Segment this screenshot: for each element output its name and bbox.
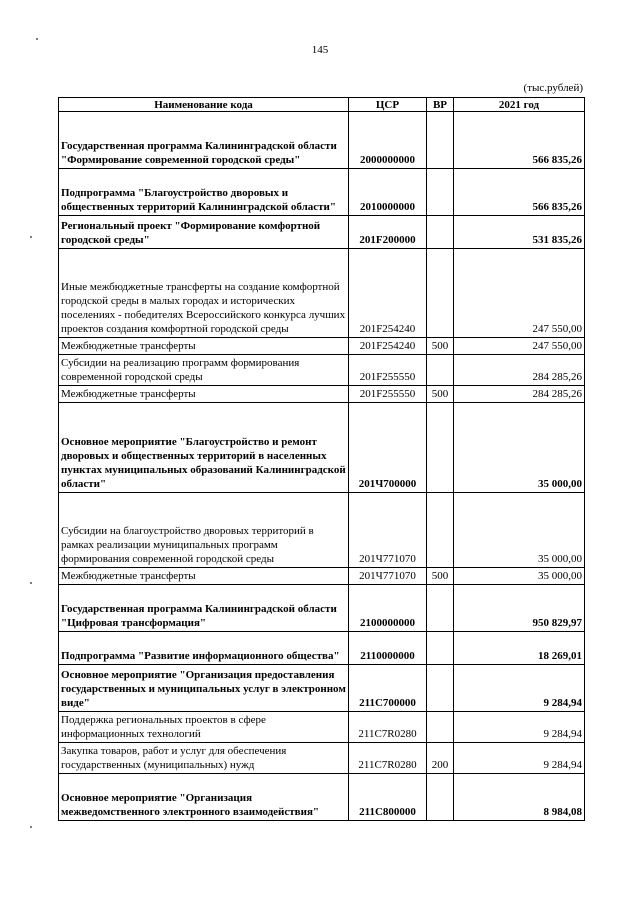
cell-sum: 18 269,01 (454, 632, 585, 665)
cell-name: Поддержка региональных проектов в сфере информационных технологий (59, 712, 349, 743)
table-row (59, 665, 585, 712)
cell-csr: 2010000000 (349, 169, 427, 216)
table-row (59, 632, 585, 665)
cell-name: Государственная программа Калининградской области "Формирование современной городской среды" (59, 112, 349, 169)
cell-csr: 2100000000 (349, 585, 427, 632)
cell-name: Основное мероприятие "Организация межведомственного электронного взаимодействия" (59, 774, 349, 821)
scan-dot (36, 38, 38, 40)
table-row (59, 338, 585, 355)
table-body (59, 112, 585, 821)
cell-sum: 284 285,26 (454, 386, 585, 403)
cell-csr: 211С7R0280 (349, 712, 427, 743)
cell-sum: 8 984,08 (454, 774, 585, 821)
cell-name: Межбюджетные трансферты (59, 386, 349, 403)
table-row (59, 169, 585, 216)
cell-vr (427, 355, 454, 386)
cell-sum: 566 835,26 (454, 112, 585, 169)
cell-csr: 201F255550 (349, 355, 427, 386)
page-number: 145 (311, 44, 329, 56)
cell-vr: 500 (427, 338, 454, 355)
column-header-sum: 2021 год (454, 98, 585, 112)
cell-name: Межбюджетные трансферты (59, 338, 349, 355)
scan-dot (30, 582, 32, 584)
table-row (59, 493, 585, 568)
cell-sum: 35 000,00 (454, 403, 585, 493)
cell-name: Иные межбюджетные трансферты на создание комфортной городской среды в малых городах и исторических поселениях - победителях Всероссийского конкурса лучших проектов создания комфортной городской среды (59, 249, 349, 338)
cell-vr (427, 249, 454, 338)
cell-name: Субсидии на реализацию программ формирования современной городской среды (59, 355, 349, 386)
cell-name: Подпрограмма "Развитие информационного общества" (59, 632, 349, 665)
column-header-name: Наименование кода (59, 98, 349, 112)
cell-name: Основное мероприятие "Благоустройство и ремонт дворовых и общественных территорий в населенных пунктах муниципальных образований Калининградской области" (59, 403, 349, 493)
cell-csr: 201F200000 (349, 216, 427, 249)
cell-sum: 35 000,00 (454, 568, 585, 585)
cell-vr (427, 632, 454, 665)
cell-vr (427, 169, 454, 216)
scan-dot (30, 826, 32, 828)
table-row (59, 249, 585, 338)
cell-name: Закупка товаров, работ и услуг для обеспечения государственных (муниципальных) нужд (59, 743, 349, 774)
cell-sum: 247 550,00 (454, 338, 585, 355)
cell-sum: 9 284,94 (454, 712, 585, 743)
table-row (59, 585, 585, 632)
cell-csr: 201F254240 (349, 249, 427, 338)
table-row (59, 216, 585, 249)
cell-vr (427, 585, 454, 632)
cell-vr (427, 216, 454, 249)
cell-vr (427, 712, 454, 743)
table-row (59, 568, 585, 585)
table-header-row (59, 98, 585, 112)
cell-vr (427, 665, 454, 712)
table-row (59, 774, 585, 821)
table-row (59, 386, 585, 403)
cell-csr: 2110000000 (349, 632, 427, 665)
cell-sum: 531 835,26 (454, 216, 585, 249)
scan-dot (30, 236, 32, 238)
cell-csr: 2000000000 (349, 112, 427, 169)
cell-sum: 284 285,26 (454, 355, 585, 386)
cell-name: Государственная программа Калининградской области "Цифровая трансформация" (59, 585, 349, 632)
cell-csr: 211С700000 (349, 665, 427, 712)
cell-sum: 950 829,97 (454, 585, 585, 632)
cell-vr (427, 403, 454, 493)
cell-csr: 211С800000 (349, 774, 427, 821)
cell-vr (427, 774, 454, 821)
cell-name: Основное мероприятие "Организация предоставления государственных и муниципальных услуг в электронном виде" (59, 665, 349, 712)
cell-sum: 247 550,00 (454, 249, 585, 338)
cell-sum: 566 835,26 (454, 169, 585, 216)
cell-csr: 201Ч700000 (349, 403, 427, 493)
units-label: (тыс.рублей) (523, 82, 583, 94)
table-row (59, 403, 585, 493)
cell-sum: 9 284,94 (454, 743, 585, 774)
table-row (59, 112, 585, 169)
cell-vr (427, 493, 454, 568)
column-header-vr: ВР (427, 98, 454, 112)
cell-name: Подпрограмма "Благоустройство дворовых и общественных территорий Калининградской области" (59, 169, 349, 216)
cell-csr: 201F255550 (349, 386, 427, 403)
cell-sum: 9 284,94 (454, 665, 585, 712)
budget-table (58, 97, 585, 821)
cell-name: Межбюджетные трансферты (59, 568, 349, 585)
cell-name: Региональный проект "Формирование комфортной городской среды" (59, 216, 349, 249)
cell-csr: 201Ч771070 (349, 568, 427, 585)
cell-vr: 500 (427, 386, 454, 403)
cell-sum: 35 000,00 (454, 493, 585, 568)
table-row (59, 712, 585, 743)
cell-vr: 200 (427, 743, 454, 774)
table-row (59, 743, 585, 774)
cell-csr: 211С7R0280 (349, 743, 427, 774)
column-header-csr: ЦСР (349, 98, 427, 112)
cell-name: Субсидии на благоустройство дворовых территорий в рамках реализации муниципальных программ формирования современной городской среды (59, 493, 349, 568)
cell-vr (427, 112, 454, 169)
cell-csr: 201Ч771070 (349, 493, 427, 568)
cell-vr: 500 (427, 568, 454, 585)
cell-csr: 201F254240 (349, 338, 427, 355)
table-row (59, 355, 585, 386)
